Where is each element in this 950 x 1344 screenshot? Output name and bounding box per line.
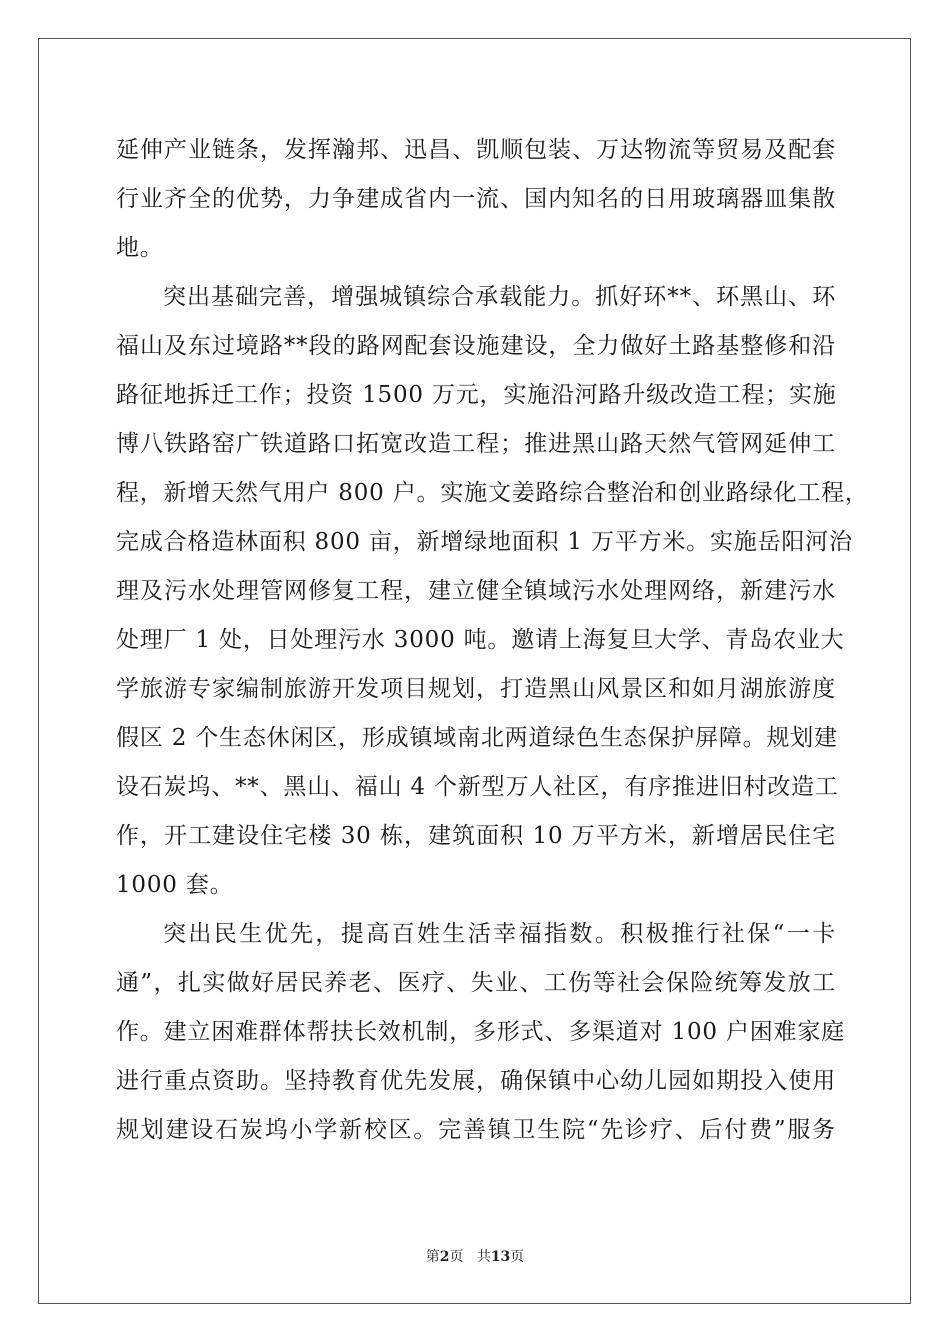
total-prefix: 共 (476, 1249, 491, 1265)
text-line: 延伸产业链条，发挥瀚邦、迅昌、凯顺包装、万达物流等贸易及配套 (116, 137, 836, 163)
document-body (116, 126, 869, 1155)
text-line: 1000 套。 (116, 872, 234, 898)
text-line: 规划建设石炭坞小学新校区。完善镇卫生院“先诊疗、后付费”服务 (116, 1117, 836, 1143)
page-unit: 页 (449, 1249, 464, 1265)
text-line: 博八铁路窑广铁道路口拓宽改造工程；推进黑山路天然气管网延伸工 (116, 431, 836, 457)
total-unit: 页 (510, 1249, 525, 1265)
text-line: 作。建立困难群体帮扶长效机制，多形式、多渠道对 100 户困难家庭 (116, 1019, 845, 1045)
text-line: 程，新增天然气用户 800 户。实施文姜路综合整治和创业路绿化工程， (116, 480, 869, 506)
text-line: 完成合格造林面积 800 亩，新增绿地面积 1 万平方米。实施岳阳河治 (116, 529, 853, 555)
text-line: 假区 2 个生态休闲区，形成镇域南北两道绿色生态保护屏障。规划建 (116, 725, 838, 751)
page-current: 2 (439, 1249, 450, 1265)
text-line: 路征地拆迁工作；投资 1500 万元，实施沿河路升级改造工程；实施 (116, 382, 837, 408)
page-prefix: 第 (425, 1249, 440, 1265)
text-line: 作，开工建设住宅楼 30 栋，建筑面积 10 万平方米，新增居民住宅 (116, 823, 836, 849)
page-footer (0, 1246, 950, 1266)
paragraph-first-line: 突出基础完善，增强城镇综合承载能力。抓好环**、环黑山、环 (163, 284, 836, 310)
text-line: 福山及东过境路**段的路网配套设施建设，全力做好土路基整修和沿 (116, 333, 836, 359)
text-line: 行业齐全的优势，力争建成省内一流、国内知名的日用玻璃器皿集散 (116, 186, 836, 212)
text-line: 处理厂 1 处，日处理污水 3000 吨。邀请上海复旦大学、青岛农业大 (116, 627, 845, 653)
text-line: 进行重点资助。坚持教育优先发展，确保镇中心幼儿园如期投入使用 (116, 1068, 836, 1094)
text-line: 地。 (116, 235, 164, 261)
text-line: 通”，扎实做好居民养老、医疗、失业、工伤等社会保险统筹发放工 (116, 970, 836, 996)
text-line: 学旅游专家编制旅游开发项目规划，打造黑山风景区和如月湖旅游度 (116, 676, 836, 702)
page-total: 13 (490, 1249, 511, 1265)
text-line: 理及污水处理管网修复工程，建立健全镇域污水处理网络，新建污水 (116, 578, 836, 604)
paragraph-first-line: 突出民生优先，提高百姓生活幸福指数。积极推行社保“一卡 (163, 921, 836, 947)
text-line: 设石炭坞、**、黑山、福山 4 个新型万人社区，有序推进旧村改造工 (116, 774, 839, 800)
